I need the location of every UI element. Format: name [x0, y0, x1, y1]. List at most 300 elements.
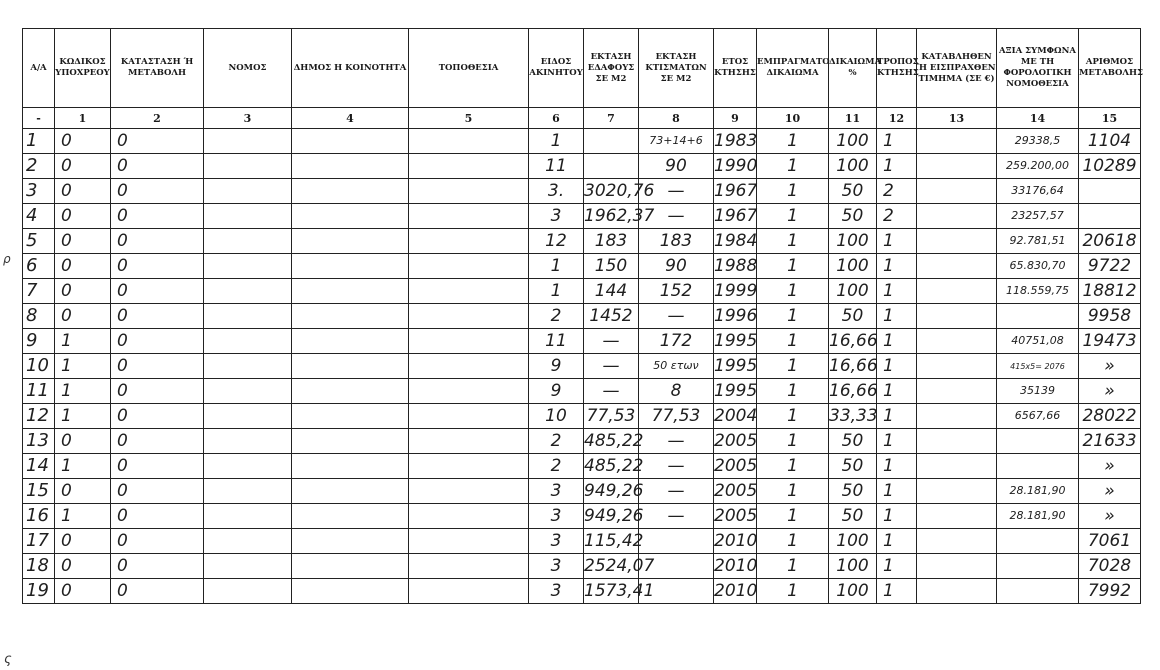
table-cell: 1: [757, 429, 829, 454]
table-cell: 1990: [714, 154, 757, 179]
table-cell: 18812: [1079, 279, 1141, 304]
column-header: ΝΟΜΟΣ: [204, 29, 292, 108]
table-cell: [917, 579, 997, 604]
table-cell: [292, 379, 409, 404]
column-header: ΚΑΤΑΒΛΗΘΕΝ Ή ΕΙΣΠΡΑΧΘΕΝ ΤΙΜΗΜΑ (ΣΕ €): [917, 29, 997, 108]
table-cell: 0: [111, 554, 204, 579]
table-cell: 77,53: [639, 404, 714, 429]
column-header: ΚΑΤΑΣΤΑΣΗ Ή ΜΕΤΑΒΟΛΗ: [111, 29, 204, 108]
table-cell: 92.781,51: [997, 229, 1079, 254]
table-cell: 949,26: [584, 504, 639, 529]
table-cell: 1962,37: [584, 204, 639, 229]
table-cell: [917, 129, 997, 154]
table-cell: 3: [529, 579, 584, 604]
table-cell: [997, 554, 1079, 579]
property-table: [22, 28, 1144, 604]
table-cell: 100: [829, 579, 877, 604]
table-cell: 9: [529, 379, 584, 404]
table-cell: [204, 404, 292, 429]
table-cell: 19: [23, 579, 55, 604]
table-cell: 16,66: [829, 354, 877, 379]
table-cell: »: [1079, 379, 1141, 404]
table-cell: [409, 129, 529, 154]
table-cell: 50: [829, 429, 877, 454]
table-cell: 28.181,90: [997, 479, 1079, 504]
table-cell: [292, 204, 409, 229]
column-number: 11: [829, 108, 877, 129]
table-cell: 1996: [714, 304, 757, 329]
table-cell: 0: [55, 154, 111, 179]
table-cell: [409, 579, 529, 604]
table-cell: [409, 154, 529, 179]
table-cell: [292, 354, 409, 379]
table-cell: —: [639, 454, 714, 479]
table-cell: 0: [55, 579, 111, 604]
table-cell: [409, 304, 529, 329]
table-cell: 16,66: [829, 379, 877, 404]
table-cell: 90: [639, 254, 714, 279]
table-cell: 0: [111, 154, 204, 179]
table-cell: 3020,76: [584, 179, 639, 204]
table-cell: [917, 429, 997, 454]
table-cell: [917, 304, 997, 329]
table-cell: [204, 529, 292, 554]
table-cell: 0: [55, 129, 111, 154]
table-cell: [204, 229, 292, 254]
table-row: [23, 429, 1141, 454]
table-cell: [584, 154, 639, 179]
table-cell: [292, 504, 409, 529]
table-cell: 1: [757, 304, 829, 329]
table-cell: 2: [23, 154, 55, 179]
column-number: 13: [917, 108, 997, 129]
table-cell: 3: [529, 554, 584, 579]
table-cell: 11: [529, 154, 584, 179]
table-cell: [204, 179, 292, 204]
table-cell: 0: [111, 404, 204, 429]
table-cell: [292, 479, 409, 504]
table-cell: [292, 229, 409, 254]
table-cell: 7: [23, 279, 55, 304]
table-cell: [204, 354, 292, 379]
table-cell: 7992: [1079, 579, 1141, 604]
table-cell: [409, 254, 529, 279]
table-cell: 1: [877, 504, 917, 529]
table-cell: 183: [639, 229, 714, 254]
table-cell: [409, 379, 529, 404]
table-cell: 6: [23, 254, 55, 279]
table-cell: —: [639, 204, 714, 229]
table-cell: 2: [877, 204, 917, 229]
table-cell: 10: [529, 404, 584, 429]
table-cell: 100: [829, 154, 877, 179]
table-cell: 1: [877, 479, 917, 504]
table-cell: [204, 304, 292, 329]
table-cell: 3: [529, 529, 584, 554]
table-cell: 73+14+6: [639, 129, 714, 154]
table-cell: 1: [757, 379, 829, 404]
table-cell: 1573,41: [584, 579, 639, 604]
table-cell: [409, 204, 529, 229]
table-cell: —: [639, 179, 714, 204]
table-cell: 1452: [584, 304, 639, 329]
table-cell: 65.830,70: [997, 254, 1079, 279]
table-row: [23, 404, 1141, 429]
table-cell: 949,26: [584, 479, 639, 504]
table-cell: 1995: [714, 379, 757, 404]
table-cell: 16: [23, 504, 55, 529]
table-cell: —: [584, 354, 639, 379]
table-cell: 21633: [1079, 429, 1141, 454]
table-row: [23, 579, 1141, 604]
table-cell: 1: [757, 479, 829, 504]
table-cell: 1: [23, 129, 55, 154]
table-cell: 100: [829, 254, 877, 279]
column-number: 4: [292, 108, 409, 129]
column-number: -: [23, 108, 55, 129]
table-cell: 1: [877, 154, 917, 179]
table-cell: 1: [55, 354, 111, 379]
column-header: ΤΡΟΠΟΣ ΚΤΗΣΗΣ: [877, 29, 917, 108]
table-cell: [917, 354, 997, 379]
table-cell: [292, 429, 409, 454]
column-header: ΔΙΚΑΙΩΜΑ %: [829, 29, 877, 108]
table-cell: [409, 179, 529, 204]
table-cell: 3: [529, 204, 584, 229]
table-cell: [584, 129, 639, 154]
table-cell: 1: [757, 529, 829, 554]
table-cell: 15: [23, 479, 55, 504]
table-cell: 50: [829, 479, 877, 504]
column-number: 9: [714, 108, 757, 129]
table-cell: [409, 404, 529, 429]
table-cell: 1: [877, 429, 917, 454]
table-cell: 118.559,75: [997, 279, 1079, 304]
table-cell: 13: [23, 429, 55, 454]
table-row: [23, 129, 1141, 154]
column-number-row: [23, 108, 1141, 129]
table-cell: 2005: [714, 504, 757, 529]
column-header-row: [23, 29, 1141, 108]
table-row: [23, 504, 1141, 529]
table-cell: 50: [829, 179, 877, 204]
table-cell: 0: [111, 354, 204, 379]
table-cell: [997, 304, 1079, 329]
table-cell: 0: [55, 529, 111, 554]
table-cell: 2: [529, 429, 584, 454]
table-cell: [292, 179, 409, 204]
table-cell: 100: [829, 554, 877, 579]
table-cell: 100: [829, 279, 877, 304]
table-cell: 2005: [714, 479, 757, 504]
table-cell: [917, 479, 997, 504]
table-cell: 1: [877, 279, 917, 304]
table-cell: [409, 229, 529, 254]
column-header: ΕΤΟΣ ΚΤΗΣΗΣ: [714, 29, 757, 108]
table-cell: 1: [55, 404, 111, 429]
table-cell: 1: [757, 329, 829, 354]
column-header: ΚΩΔΙΚΟΣ ΥΠΟΧΡΕΟΥ: [55, 29, 111, 108]
table-cell: [204, 429, 292, 454]
table-cell: 7028: [1079, 554, 1141, 579]
table-cell: 12: [529, 229, 584, 254]
table-cell: 1: [55, 329, 111, 354]
table-cell: 3: [529, 504, 584, 529]
table-cell: 2010: [714, 554, 757, 579]
table-cell: —: [639, 429, 714, 454]
table-cell: 23257,57: [997, 204, 1079, 229]
table-cell: 0: [111, 179, 204, 204]
table-cell: 1999: [714, 279, 757, 304]
table-body: [23, 129, 1141, 604]
table-cell: [204, 204, 292, 229]
table-cell: [917, 279, 997, 304]
column-number: 15: [1079, 108, 1141, 129]
table-cell: 1: [757, 454, 829, 479]
table-cell: 0: [111, 504, 204, 529]
column-header: Α/Α: [23, 29, 55, 108]
table-cell: 0: [55, 429, 111, 454]
table-cell: 1: [877, 579, 917, 604]
table-cell: 1: [757, 404, 829, 429]
table-cell: [204, 454, 292, 479]
table-cell: 1: [877, 354, 917, 379]
table-cell: 2004: [714, 404, 757, 429]
table-cell: 1: [877, 229, 917, 254]
table-row: [23, 479, 1141, 504]
table-cell: [409, 354, 529, 379]
table-cell: 0: [111, 279, 204, 304]
table-cell: [997, 429, 1079, 454]
table-cell: 172: [639, 329, 714, 354]
table-cell: [409, 329, 529, 354]
table-cell: 0: [111, 429, 204, 454]
table-cell: 16,66: [829, 329, 877, 354]
table-cell: 0: [55, 254, 111, 279]
table-row: [23, 454, 1141, 479]
table-cell: 20618: [1079, 229, 1141, 254]
table-cell: 0: [55, 304, 111, 329]
table-cell: 3.: [529, 179, 584, 204]
table-cell: 100: [829, 129, 877, 154]
table-cell: 9: [23, 329, 55, 354]
table-cell: 0: [55, 179, 111, 204]
table-row: [23, 329, 1141, 354]
table-cell: —: [584, 329, 639, 354]
table-cell: [292, 404, 409, 429]
table-cell: 35139: [997, 379, 1079, 404]
table-cell: [292, 454, 409, 479]
table-cell: 0: [111, 329, 204, 354]
table-cell: [204, 154, 292, 179]
table-cell: 115,42: [584, 529, 639, 554]
table-cell: —: [639, 504, 714, 529]
table-cell: 3: [529, 479, 584, 504]
table-cell: 2: [877, 179, 917, 204]
table-cell: [292, 129, 409, 154]
table-cell: 0: [55, 279, 111, 304]
table-cell: 2005: [714, 429, 757, 454]
table-row: [23, 354, 1141, 379]
table-cell: [204, 579, 292, 604]
table-cell: 0: [55, 204, 111, 229]
table-cell: 33,33: [829, 404, 877, 429]
table-cell: [204, 479, 292, 504]
table-cell: 33176,64: [997, 179, 1079, 204]
table-cell: 1: [877, 129, 917, 154]
table-cell: 1984: [714, 229, 757, 254]
table-cell: 3: [23, 179, 55, 204]
column-header: ΑΡΙΘΜΟΣ ΜΕΤΑΒΟΛΗΣ: [1079, 29, 1141, 108]
table-cell: [409, 529, 529, 554]
table-cell: [997, 529, 1079, 554]
table-row: [23, 279, 1141, 304]
table-cell: 4: [23, 204, 55, 229]
table-cell: 29338,5: [997, 129, 1079, 154]
table-cell: [917, 229, 997, 254]
table-cell: 12: [23, 404, 55, 429]
table-cell: 0: [55, 479, 111, 504]
table-cell: 485,22: [584, 429, 639, 454]
table-cell: [1079, 204, 1141, 229]
column-number: 3: [204, 108, 292, 129]
table-cell: »: [1079, 504, 1141, 529]
table-row: [23, 304, 1141, 329]
table-cell: 9958: [1079, 304, 1141, 329]
column-number: 14: [997, 108, 1079, 129]
table-cell: 1995: [714, 354, 757, 379]
table-cell: [1079, 179, 1141, 204]
column-header: ΕΚΤΑΣΗ ΚΤΙΣΜΑΤΩΝ ΣΕ Μ2: [639, 29, 714, 108]
table-cell: 50: [829, 304, 877, 329]
table-cell: [292, 529, 409, 554]
table-cell: 1: [877, 529, 917, 554]
table-cell: 1988: [714, 254, 757, 279]
table-cell: 1: [877, 404, 917, 429]
table-cell: [204, 379, 292, 404]
table-cell: [204, 129, 292, 154]
table-cell: [204, 504, 292, 529]
table-cell: 0: [111, 254, 204, 279]
table-cell: [204, 279, 292, 304]
table-cell: 1: [757, 179, 829, 204]
table-cell: [409, 454, 529, 479]
table-cell: 0: [55, 229, 111, 254]
table-cell: 1: [55, 379, 111, 404]
table-cell: [292, 329, 409, 354]
table-row: [23, 204, 1141, 229]
table-cell: 1: [877, 379, 917, 404]
table-row: [23, 179, 1141, 204]
table-cell: [917, 329, 997, 354]
table-cell: 11: [529, 329, 584, 354]
table-cell: 28.181,90: [997, 504, 1079, 529]
table-cell: [917, 379, 997, 404]
table-cell: 100: [829, 529, 877, 554]
table-cell: 50: [829, 504, 877, 529]
column-number: 5: [409, 108, 529, 129]
table-cell: 2: [529, 304, 584, 329]
table-cell: [409, 479, 529, 504]
table-cell: 1: [55, 454, 111, 479]
table-cell: 17: [23, 529, 55, 554]
table-cell: 0: [111, 454, 204, 479]
table-cell: 10: [23, 354, 55, 379]
table-cell: 19473: [1079, 329, 1141, 354]
table-cell: [917, 179, 997, 204]
column-number: 7: [584, 108, 639, 129]
table-cell: 0: [111, 304, 204, 329]
table-cell: 1104: [1079, 129, 1141, 154]
table-cell: 6567,66: [997, 404, 1079, 429]
table-cell: —: [639, 479, 714, 504]
table-cell: 1983: [714, 129, 757, 154]
column-number: 12: [877, 108, 917, 129]
table-cell: 2: [529, 454, 584, 479]
table-cell: 0: [111, 529, 204, 554]
table-cell: 1995: [714, 329, 757, 354]
column-header: ΔΗΜΟΣ Η ΚΟΙΝΟΤΗΤΑ: [292, 29, 409, 108]
table-cell: [292, 579, 409, 604]
table-cell: 150: [584, 254, 639, 279]
table-cell: 144: [584, 279, 639, 304]
table-cell: 14: [23, 454, 55, 479]
table-cell: —: [584, 379, 639, 404]
table-cell: [409, 554, 529, 579]
table-cell: [917, 504, 997, 529]
table-cell: 1967: [714, 204, 757, 229]
column-number: 2: [111, 108, 204, 129]
table-cell: 1: [757, 129, 829, 154]
table-cell: [997, 579, 1079, 604]
table-cell: 1: [757, 254, 829, 279]
table-cell: 0: [111, 579, 204, 604]
table-cell: 485,22: [584, 454, 639, 479]
table-cell: 50: [829, 454, 877, 479]
table-cell: [292, 154, 409, 179]
column-number: 1: [55, 108, 111, 129]
table-cell: —: [639, 304, 714, 329]
table-cell: [409, 429, 529, 454]
table-cell: 1: [757, 554, 829, 579]
table-cell: 1: [55, 504, 111, 529]
margin-mark: ς: [4, 652, 12, 667]
table-cell: 11: [23, 379, 55, 404]
table-cell: [292, 279, 409, 304]
column-number: 6: [529, 108, 584, 129]
table-cell: [917, 454, 997, 479]
column-header: ΑΞΙΑ ΣΥΜΦΩΝΑ ΜΕ ΤΗ ΦΟΡΟΛΟΓΙΚΗ ΝΟΜΟΘΕΣΙΑ: [997, 29, 1079, 108]
table-cell: [204, 329, 292, 354]
table-cell: [917, 204, 997, 229]
table-cell: [292, 254, 409, 279]
table-cell: 28022: [1079, 404, 1141, 429]
table-cell: [997, 454, 1079, 479]
table-cell: »: [1079, 454, 1141, 479]
table-cell: 7061: [1079, 529, 1141, 554]
table-cell: 1967: [714, 179, 757, 204]
table-cell: 1: [757, 229, 829, 254]
margin-mark: ρ: [3, 252, 11, 266]
table-cell: 40751,08: [997, 329, 1079, 354]
table-cell: 50 ετων: [639, 354, 714, 379]
table-cell: [292, 304, 409, 329]
table-row: [23, 254, 1141, 279]
table-cell: 9: [529, 354, 584, 379]
table-cell: 8: [639, 379, 714, 404]
table-cell: 0: [111, 479, 204, 504]
table-cell: 90: [639, 154, 714, 179]
